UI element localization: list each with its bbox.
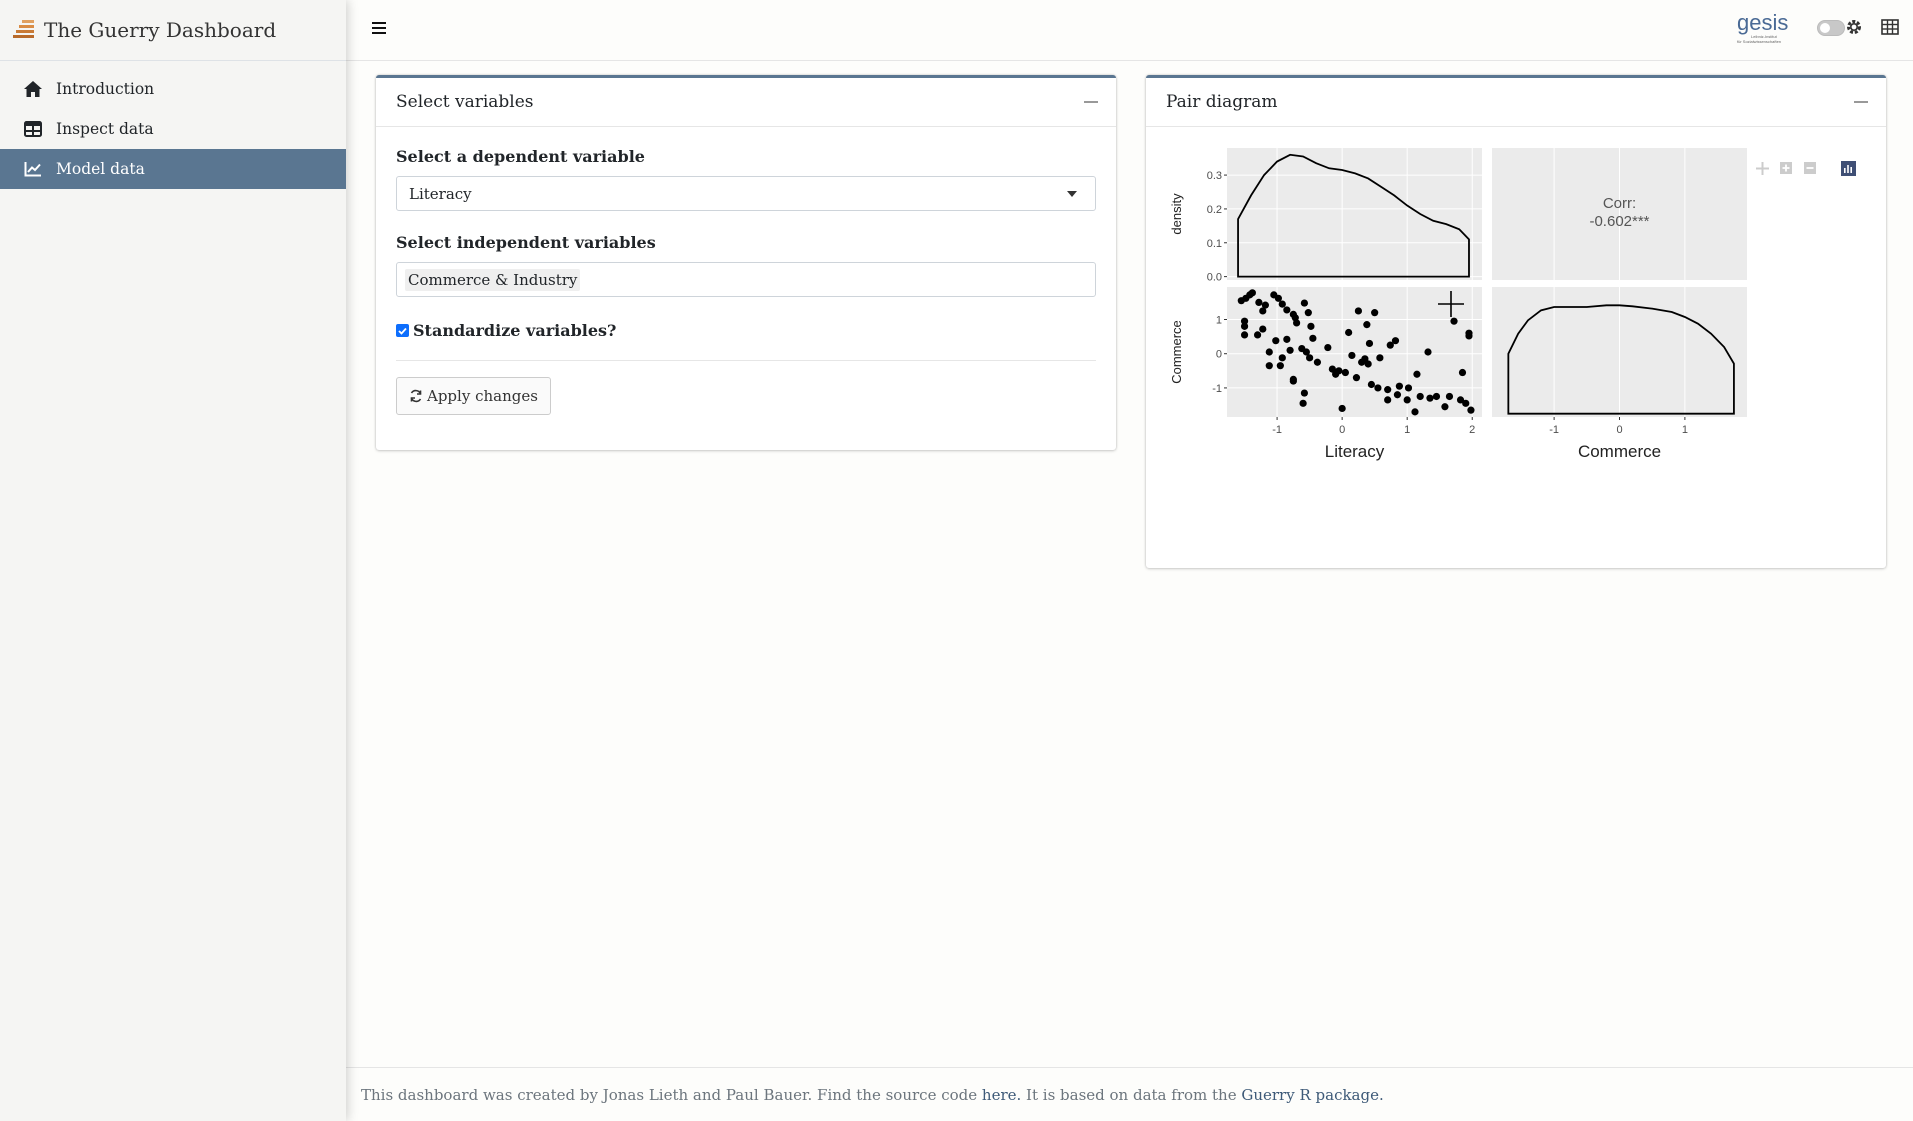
scatter-point bbox=[1279, 354, 1286, 361]
scatter-point bbox=[1309, 335, 1316, 342]
y-tick-label: 0.2 bbox=[1206, 203, 1222, 216]
scatter-point bbox=[1279, 301, 1286, 308]
scatter-point bbox=[1368, 381, 1375, 388]
scatter-point bbox=[1392, 337, 1399, 344]
x-tick-label: -1 bbox=[1549, 424, 1560, 436]
standardize-label: Standardize variables? bbox=[413, 321, 617, 340]
x-tick-label: 0 bbox=[1616, 424, 1623, 436]
scatter-point bbox=[1459, 369, 1466, 376]
table-icon[interactable] bbox=[1881, 19, 1899, 35]
pair-diagram-card bbox=[1146, 75, 1886, 568]
home-icon bbox=[22, 79, 44, 99]
scatter-point bbox=[1384, 396, 1391, 403]
scatter-point bbox=[1254, 331, 1261, 338]
scatter-point bbox=[1345, 329, 1352, 336]
source-code-link[interactable]: here. bbox=[981, 1085, 1022, 1104]
scatter-point bbox=[1348, 352, 1355, 359]
correlation-label: Corr: bbox=[1602, 195, 1637, 212]
scatter-point bbox=[1301, 389, 1308, 396]
y-axis-label-density: density bbox=[1169, 193, 1184, 235]
y-tick-label: 0.3 bbox=[1206, 170, 1222, 183]
dark-mode-toggle[interactable] bbox=[1817, 20, 1845, 36]
pair-plot[interactable] bbox=[1146, 130, 1886, 568]
y-tick-label: 0.0 bbox=[1206, 271, 1222, 284]
hamburger-menu-icon[interactable] bbox=[370, 18, 388, 38]
sidebar bbox=[0, 0, 346, 1121]
independent-variables-label: Select independent variables bbox=[396, 233, 656, 252]
scatter-point bbox=[1371, 309, 1378, 316]
scatter-point bbox=[1262, 302, 1269, 309]
dependent-variable-value: Literacy bbox=[409, 184, 472, 203]
scatter-point bbox=[1384, 386, 1391, 393]
y-tick-label: 1 bbox=[1215, 314, 1222, 327]
scatter-point bbox=[1272, 337, 1279, 344]
card-header bbox=[1146, 78, 1886, 127]
scatter-point bbox=[1266, 348, 1273, 355]
scatter-point bbox=[1241, 331, 1248, 338]
standardize-row bbox=[396, 321, 1096, 340]
scatter-point bbox=[1353, 374, 1360, 381]
scatter-point bbox=[1290, 377, 1297, 384]
scatter-point bbox=[1417, 393, 1424, 400]
scatter-point bbox=[1446, 393, 1453, 400]
scatter-point bbox=[1255, 299, 1262, 306]
selected-variable-chip[interactable]: Commerce & Industry bbox=[405, 269, 580, 291]
y-tick-label: 0 bbox=[1215, 348, 1222, 361]
dependent-variable-select[interactable] bbox=[396, 176, 1096, 211]
scatter-point bbox=[1324, 344, 1331, 351]
scatter-point bbox=[1300, 400, 1307, 407]
chevron-down-icon bbox=[1067, 191, 1077, 197]
standardize-checkbox[interactable] bbox=[396, 324, 409, 337]
scatter-point bbox=[1342, 369, 1349, 376]
card-title: Select variables bbox=[396, 92, 534, 112]
scatter-point bbox=[1465, 332, 1472, 339]
scatter-point bbox=[1277, 362, 1284, 369]
scatter-point bbox=[1467, 407, 1474, 414]
scatter-point bbox=[1339, 405, 1346, 412]
scatter-point bbox=[1283, 336, 1290, 343]
sidebar-nav bbox=[0, 69, 346, 189]
table-icon bbox=[22, 119, 44, 139]
x-tick-label: 1 bbox=[1404, 424, 1411, 436]
card-title: Pair diagram bbox=[1166, 92, 1278, 112]
guerry-package-link[interactable]: Guerry R package. bbox=[1241, 1085, 1384, 1104]
collapse-button[interactable] bbox=[1084, 101, 1098, 103]
scatter-point bbox=[1306, 354, 1313, 361]
gear-icon[interactable] bbox=[1845, 18, 1863, 36]
top-header bbox=[346, 0, 1913, 61]
y-tick-label: -1 bbox=[1212, 382, 1222, 395]
scatter-point bbox=[1404, 396, 1411, 403]
footer-text: This dashboard was created by Jonas Lieth and Paul Bauer. Find the source code bbox=[361, 1085, 978, 1104]
scatter-point bbox=[1426, 395, 1433, 402]
guerry-logo-icon bbox=[12, 19, 36, 41]
scatter-point bbox=[1366, 340, 1373, 347]
correlation-value: -0.602*** bbox=[1589, 213, 1650, 230]
y-tick-label: 0.1 bbox=[1206, 237, 1222, 250]
x-axis-label-commerce: Commerce bbox=[1577, 442, 1662, 461]
footer bbox=[346, 1067, 1913, 1121]
chart-line-icon bbox=[22, 159, 44, 179]
scatter-point bbox=[1307, 323, 1314, 330]
x-tick-label: 1 bbox=[1681, 424, 1688, 436]
x-tick-label: 0 bbox=[1339, 424, 1346, 436]
scatter-point bbox=[1293, 319, 1300, 326]
refresh-icon bbox=[409, 389, 423, 403]
select-variables-card bbox=[376, 75, 1116, 450]
x-tick-label: -1 bbox=[1272, 424, 1282, 436]
scatter-point bbox=[1396, 383, 1403, 390]
scatter-point bbox=[1286, 347, 1293, 354]
scatter-point bbox=[1259, 325, 1266, 332]
y-axis-label-commerce: Commerce bbox=[1169, 320, 1184, 384]
scatter-point bbox=[1405, 384, 1412, 391]
scatter-point bbox=[1374, 384, 1381, 391]
divider bbox=[396, 360, 1096, 361]
scatter-point bbox=[1413, 371, 1420, 378]
card-header bbox=[376, 78, 1116, 127]
scatter-point bbox=[1424, 348, 1431, 355]
brand[interactable] bbox=[0, 0, 346, 61]
scatter-point bbox=[1241, 323, 1248, 330]
sidebar-item-label: Inspect data bbox=[56, 120, 154, 138]
scatter-point bbox=[1441, 403, 1448, 410]
scatter-point bbox=[1249, 289, 1256, 296]
literacy-density-panel bbox=[1227, 148, 1482, 280]
checkmark-icon bbox=[398, 327, 407, 335]
scatter-point bbox=[1394, 391, 1401, 398]
gesis-logo-subtext-line1: Leibniz-Institut bbox=[1751, 34, 1777, 39]
footer-text-middle: It is based on data from the bbox=[1026, 1085, 1237, 1104]
dependent-variable-label: Select a dependent variable bbox=[396, 147, 645, 166]
app-title: The Guerry Dashboard bbox=[44, 18, 277, 42]
apply-changes-label: Apply changes bbox=[427, 387, 538, 405]
scatter-point bbox=[1462, 400, 1469, 407]
scatter-point bbox=[1450, 318, 1457, 325]
apply-changes-button[interactable] bbox=[396, 377, 551, 415]
scatter-point bbox=[1314, 359, 1321, 366]
scatter-point bbox=[1365, 360, 1372, 367]
scatter-point bbox=[1301, 299, 1308, 306]
scatter-point bbox=[1433, 393, 1440, 400]
sidebar-item-inspect-data[interactable] bbox=[0, 109, 346, 149]
gesis-logo-subtext-line2: für Sozialwissenschaften bbox=[1737, 39, 1782, 44]
collapse-button[interactable] bbox=[1854, 101, 1868, 103]
scatter-point bbox=[1355, 307, 1362, 314]
gesis-logo[interactable] bbox=[1733, 10, 1795, 46]
scatter-point bbox=[1266, 362, 1273, 369]
scatter-point bbox=[1411, 408, 1418, 415]
sidebar-item-model-data[interactable] bbox=[0, 149, 346, 189]
scatter-point bbox=[1363, 321, 1370, 328]
independent-variables-input[interactable] bbox=[396, 262, 1096, 297]
sidebar-item-label: Model data bbox=[56, 160, 145, 178]
sidebar-item-introduction[interactable] bbox=[0, 69, 346, 109]
scatter-point bbox=[1335, 367, 1342, 374]
scatter-point bbox=[1305, 309, 1312, 316]
card-body bbox=[376, 127, 1116, 435]
x-tick-label: 2 bbox=[1469, 424, 1476, 436]
scatter-point bbox=[1283, 306, 1290, 313]
gesis-logo-text: gesis bbox=[1737, 10, 1789, 35]
x-axis-label-literacy: Literacy bbox=[1324, 442, 1385, 461]
sidebar-item-label: Introduction bbox=[56, 80, 155, 98]
scatter-point bbox=[1376, 354, 1383, 361]
